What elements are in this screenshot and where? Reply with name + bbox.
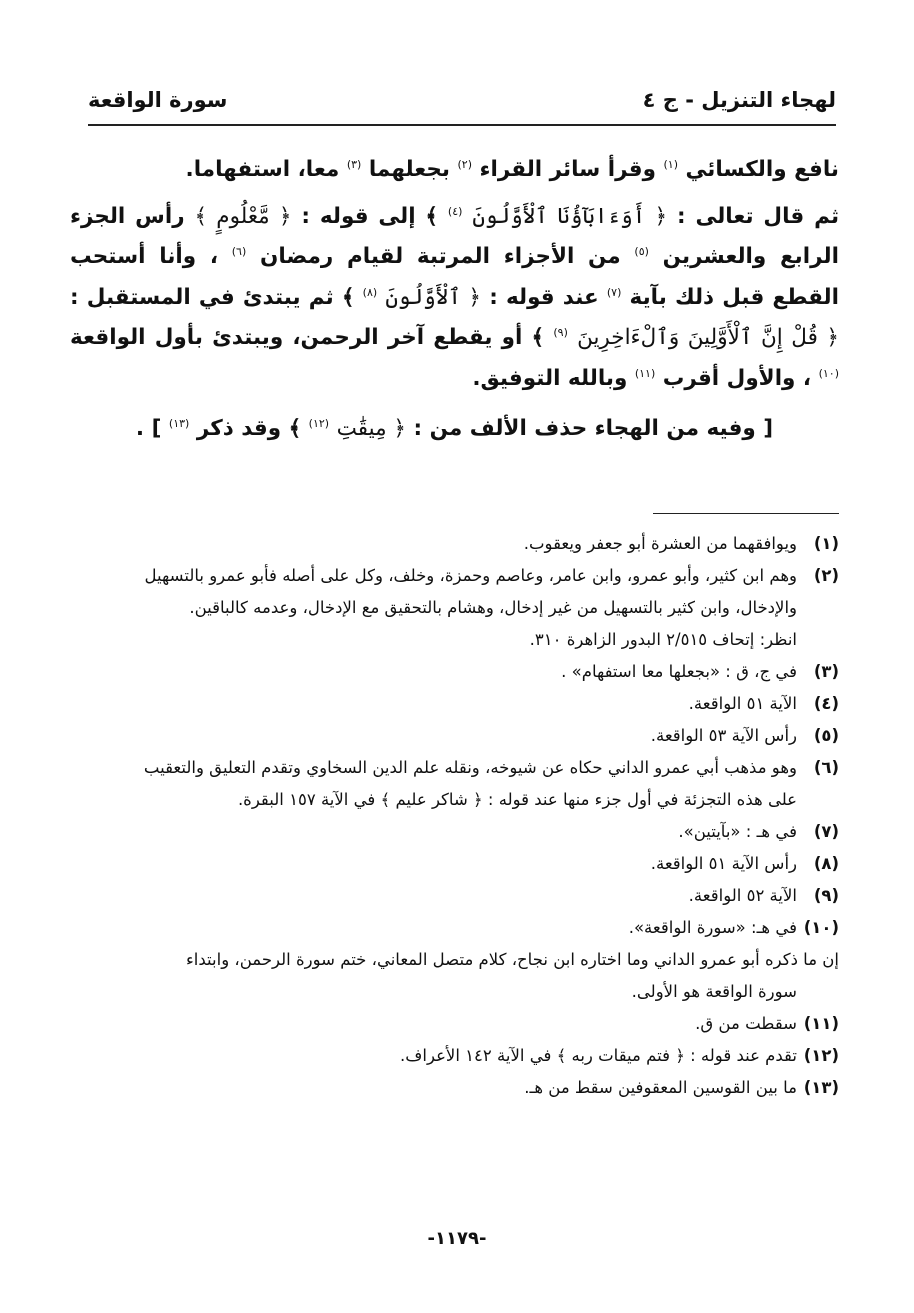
footnote-number: (١١) — [803, 1014, 839, 1033]
quran-quote: ﴿ مَّعْلُومٍ ﴾ — [194, 203, 292, 229]
footnote-number: (١) — [813, 534, 839, 553]
footnote-text: ويوافقهما من العشرة أبو جعفر ويعقوب. — [523, 534, 797, 553]
footnote-text: سقطت من ق. — [695, 1014, 797, 1033]
footnotes — [70, 528, 839, 1104]
footnote-7 — [70, 816, 839, 848]
footnote-text: رأس الآية ٥٣ الواقعة. — [650, 726, 797, 745]
footnote-text: في هـ : «بآيتين». — [678, 822, 797, 841]
footnote-text: تقدم عند قوله : ﴿ فتم ميقات ربه ﴾ في الآية ١٤٢ الأعراف. — [400, 1046, 797, 1065]
main-line-3 — [70, 409, 839, 450]
footnote-ref[interactable]: (٥) — [634, 244, 649, 258]
footnote-12 — [70, 1040, 839, 1072]
footnote-text: في ج، ق : «بجعلها معا استفهام» . — [561, 662, 797, 681]
quran-quote: ﴿ مِيقَٰتِ — [336, 416, 407, 441]
text-run: ﴾ وقد ذكر — [196, 416, 302, 441]
footnote-ref[interactable]: (١٣) — [168, 416, 190, 430]
main-text — [70, 150, 839, 450]
footnote-text: الآية ٥٢ الواقعة. — [688, 886, 797, 905]
footnote-text: والإدخال، وابن كثير بالتسهيل من غير إدخال، وهشام بالتحقيق مع الإدخال، وعدمه كالباقين. — [189, 598, 797, 617]
footnote-ref[interactable]: (٦) — [231, 244, 247, 258]
text-run: وقرأ سائر القراء — [479, 157, 656, 182]
text-run: [ وفيه من الهجاء حذف الألف من : — [413, 416, 774, 441]
footnote-ref[interactable]: (١٠) — [818, 366, 839, 380]
footnote-number: (٩) — [813, 886, 839, 905]
footnote-8 — [70, 848, 839, 880]
footnote-number: (٥) — [813, 726, 839, 745]
footnote-6 — [70, 752, 839, 816]
footnote-13 — [70, 1072, 839, 1104]
footnote-11 — [70, 1008, 839, 1040]
running-header — [88, 84, 836, 126]
footnote-ref[interactable]: (١٢) — [308, 416, 330, 430]
quran-quote: ﴿ أَوَءَابَآؤُنَا ٱلْأَوَّلُونَ — [472, 203, 668, 229]
text-run: ﴾ إلى قوله : — [301, 203, 439, 229]
footnote-ref[interactable]: (٤) — [447, 204, 463, 218]
footnote-number: (١٢) — [803, 1046, 839, 1065]
footnote-number: (١٠) — [803, 918, 839, 937]
text-run: ] . — [135, 416, 162, 441]
footnote-number: (٨) — [813, 854, 839, 873]
footnote-ref[interactable]: (١) — [663, 157, 679, 171]
text-run: وبالله التوفيق. — [472, 365, 628, 391]
footnote-5 — [70, 720, 839, 752]
text-run: نافع والكسائي — [685, 157, 839, 182]
footnote-number: (٧) — [813, 822, 839, 841]
text-run: ، وأنا أستحب القطع قبل ذلك بآية — [70, 244, 839, 310]
footnote-1 — [70, 528, 839, 560]
footnote-text: وهم ابن كثير، وأبو عمرو، وابن عامر، وعاصم وحمزة، وخلف، وكل على أصله فأبو عمرو بالتسهيل — [144, 566, 797, 585]
footnote-number: (٢) — [813, 566, 839, 585]
footnote-ref[interactable]: (٣) — [346, 157, 362, 171]
footnote-text: إن ما ذكره أبو عمرو الداني وما اختاره ابن نجاح، كلام متصل المعاني، ختم سورة الرحمن، وابتداء — [186, 950, 839, 969]
footnote-text: ما بين القوسين المعقوفين سقط من هـ. — [524, 1078, 797, 1097]
footnote-text: الآية ٥١ الواقعة. — [688, 694, 797, 713]
text-run: عند قوله : — [489, 284, 599, 310]
footnote-10 — [70, 912, 839, 944]
footnote-ref[interactable]: (١١) — [634, 366, 656, 380]
footnote-3 — [70, 656, 839, 688]
text-run: بجعلهما — [368, 157, 450, 182]
text-run: ثم قال تعالى : — [676, 203, 840, 229]
quran-quote: ﴿ قُلْ إِنَّ ٱلْأَوَّلِينَ وَٱلْءَاخِرِينَ — [577, 325, 839, 350]
footnote-ref[interactable]: (٨) — [362, 285, 378, 299]
footnote-text: في هـ: «سورة الواقعة». — [628, 918, 797, 937]
text-run: ﴾ أو يقطع آخر الرحمن، ويبتدئ بأول الواقعة — [70, 325, 545, 350]
footnote-2 — [70, 560, 839, 656]
book-title: لهجاء التنزيل - ج ٤ — [642, 88, 836, 112]
text-run: معا، استفهاما. — [185, 157, 340, 182]
footnote-text: رأس الآية ٥١ الواقعة. — [650, 854, 797, 873]
footnote-number: (١٣) — [803, 1078, 839, 1097]
footnote-number: (٦) — [813, 758, 839, 777]
surah-title: سورة الواقعة — [88, 88, 228, 112]
footnote-ref[interactable]: (٢) — [457, 157, 473, 171]
footnote-9 — [70, 880, 839, 912]
main-paragraph-2 — [70, 197, 839, 400]
footnote-text: انظر: إتحاف ٢/٥١٥ البدور الزاهرة ٣١٠. — [529, 630, 797, 649]
footnote-text: سورة الواقعة هو الأولى. — [631, 982, 797, 1001]
footnote-text: على هذه التجزئة في أول جزء منها عند قوله : ﴿ شاكر عليم ﴾ في الآية ١٥٧ البقرة. — [237, 790, 797, 809]
footnote-number: (٣) — [813, 662, 839, 681]
text-run: من الأجزاء المرتبة لقيام رمضان — [259, 244, 621, 269]
footnote-ref[interactable]: (٩) — [553, 325, 568, 339]
footnote-text: وهو مذهب أبي عمرو الداني حكاه عن شيوخه، ونقله علم الدين السخاوي وتقدم التعليق والتعقيب — [143, 758, 797, 777]
footnote-4 — [70, 688, 839, 720]
page-number: -١١٧٩- — [427, 1228, 487, 1249]
main-line-1 — [70, 150, 839, 191]
footnote-ref[interactable]: (٧) — [606, 285, 622, 299]
text-run: رأس الجزء الرابع والعشرين — [70, 203, 839, 269]
text-run: ﴾ ثم يبتدئ في المستقبل : — [70, 284, 355, 310]
footnote-divider — [653, 513, 839, 514]
text-run: ، والأول أقرب — [662, 365, 812, 391]
quran-quote: ﴿ ٱلْأَوَّلُونَ — [385, 284, 482, 310]
footnote-number: (٤) — [813, 694, 839, 713]
